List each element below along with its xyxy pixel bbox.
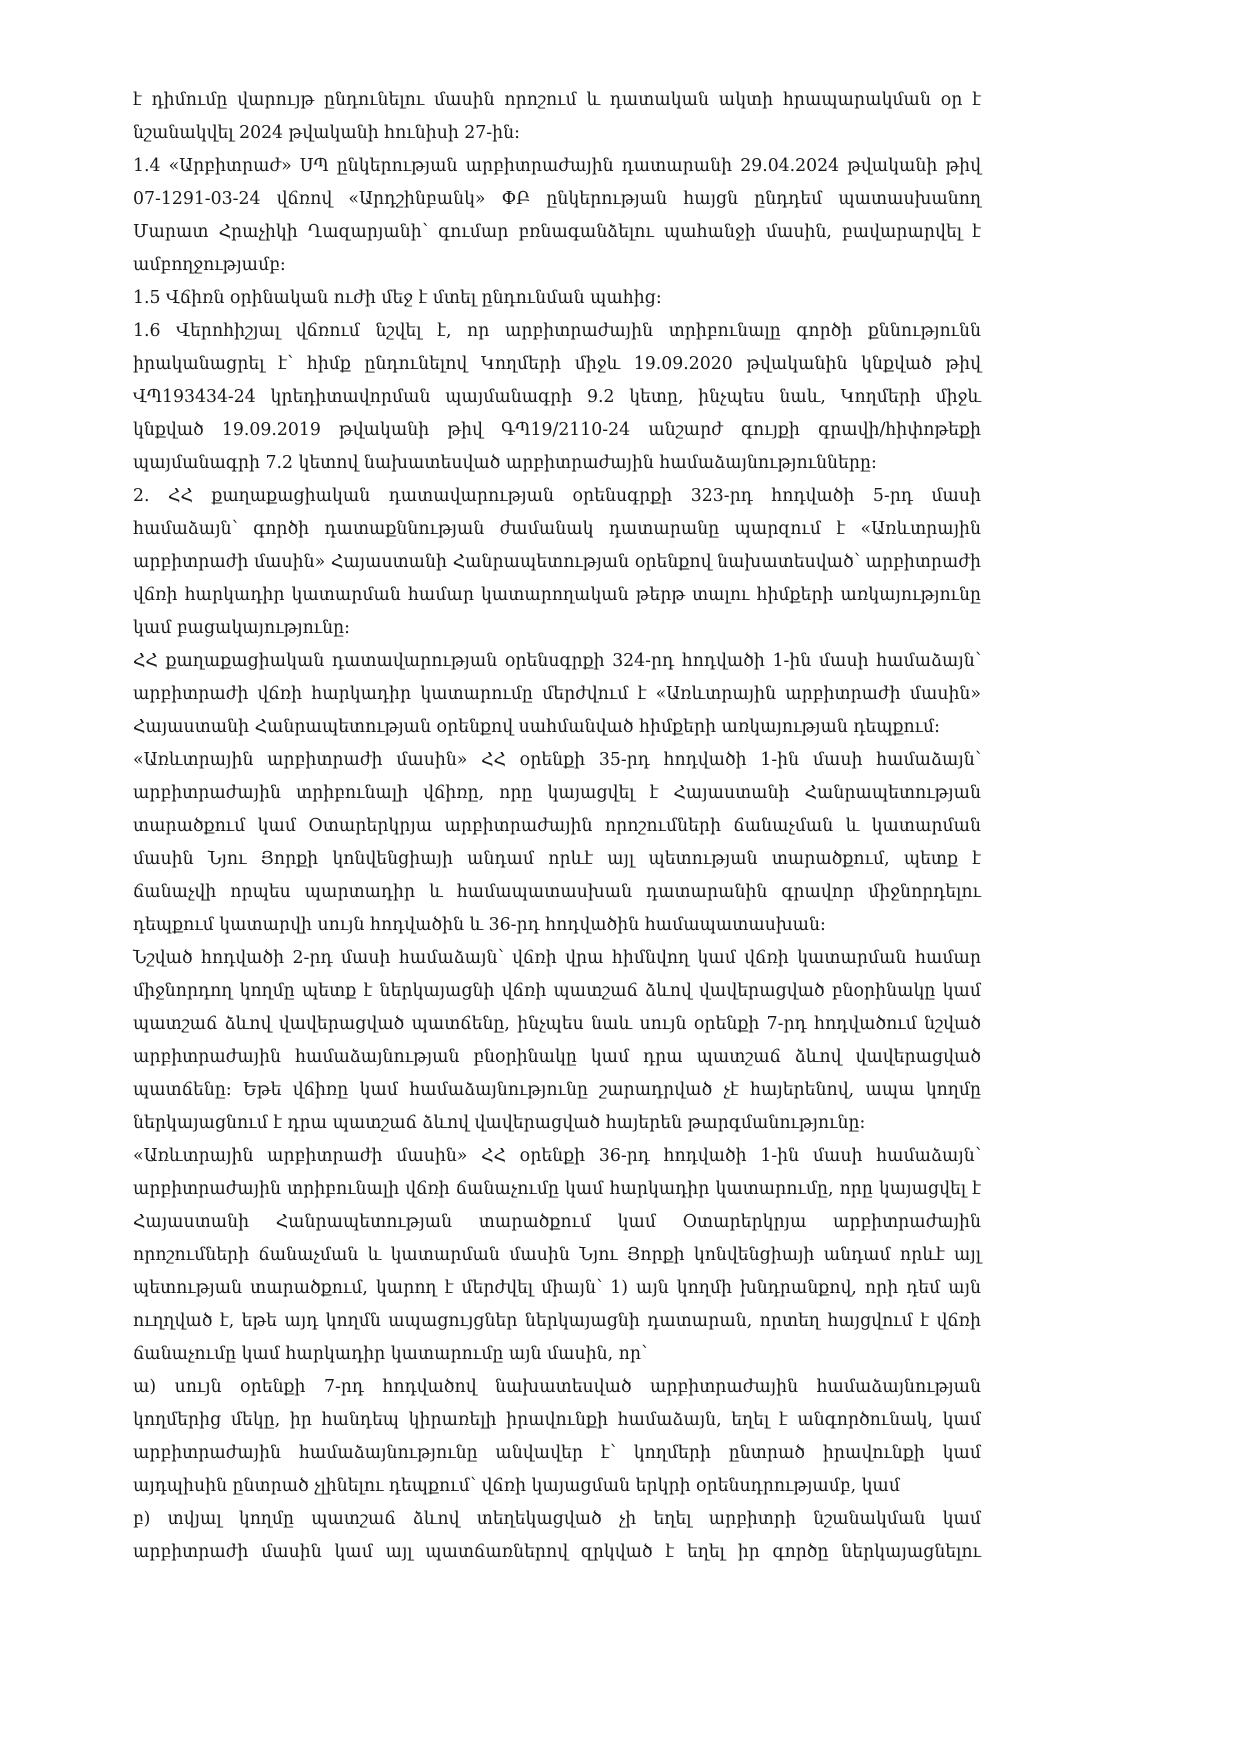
paragraph: «Առևտրային արբիտրաժի մասին» ՀՀ օրենքի 35-րդ հոդվածի 1-ին մասի համաձայն՝ արբիտրաժային տրիբունալի վճիռը, որը կայացվել է Հայաստանի Հանրապետության տարածքում կամ Օտարերկրյա արբիտրաժային որոշումների ճանաչման և կատարման մասին Նյու Յորքի կոնվենցիայի անդամ որևէ այլ պետության տարածքում, պետք է ճանաչվի որպես պարտադիր և համապատասխան դատարանին գրավոր միջնորդելու դեպքում կատարվի սույն հոդվածին և 36-րդ հոդվածին համապատասխան:: [133, 750, 981, 935]
paragraph: ա) սույն օրենքի 7-րդ հոդվածով նախատեսված արբիտրաժային համաձայնության կողմերից մեկը, իր հանդեպ կիրառելի իրավունքի համաձայն, եղել է անգործունակ, կամ արբիտրաժային համաձայնությունը անվավեր է՝ կողմերի ընտրած իրավունքի կամ այդպիսին ընտրած չլինելու դեպքում՝ վճռի կայացման երկրի օրենսդրությամբ, կամ: [133, 1377, 981, 1496]
paragraph: ՀՀ քաղաքացիական դատավարության օրենսգրքի 324-րդ հոդվածի 1-ին մասի համաձայն՝ արբիտրաժի վճռի հարկադիր կատարումը մերժվում է «Առևտրային արբիտրաժի մասին» Հայաստանի Հանրապետության օրենքով սահմանված հիմքերի առկայության դեպքում:: [133, 651, 981, 737]
paragraph: 1.5 Վճիռն օրինական ուժի մեջ է մտել ընդունման պահից:: [133, 288, 662, 308]
paragraph: 1.6 Վերոհիշյալ վճռում նշվել է, որ արբիտրաժային տրիբունալը գործի քննությունն իրականացրել է՝ հիմք ընդունելով Կողմերի միջև 19.09.2020 թվականին կնքված թիվ ՎՊ193434-24 կրեդիտավորման պայմանագրի 9.2 կետը, ինչպես նաև, Կողմերի միջև կնքված 19.09.2019 թվականի թիվ ԳՊ19/2110-24 անշարժ գույքի գրավի/հիփոթեքի պայմանագրի 7.2 կետով նախատեսված արբիտրաժային համաձայնությունները:: [133, 321, 981, 473]
paragraph: 1.4 «Արբիտրաժ» ՍՊ ընկերության արբիտրաժային դատարանի 29.04.2024 թվականի թիվ 07-1291-03-24 վճռով «Արդշինբանկ» ՓԲ ընկերության հայցն ընդդեմ պատասխանող Մարատ Հրաչիկի Ղազարյանի՝ գումար բռնագանձելու պահանջի մասին, բավարարվել է ամբողջությամբ:: [133, 156, 981, 275]
paragraph: բ) տվյալ կողմը պատշաճ ձևով տեղեկացված չի եղել արբիտրի նշանակման կամ արբիտրաժի մասին կամ այլ պատճառներով զրկված է եղել իր գործը ներկայացնելու: [133, 1509, 981, 1562]
document-page: [133, 84, 981, 1569]
paragraph: 2. ՀՀ քաղաքացիական դատավարության օրենսգրքի 323-րդ հոդվածի 5-րդ մասի համաձայն՝ գործի դատաքննության ժամանակ դատարանը պարզում է «Առևտրային արբիտրաժի մասին» Հայաստանի Հանրապետության օրենքով նախատեսված՝ արբիտրաժի վճռի հարկադիր կատարման համար կատարողական թերթ տալու հիմքերի առկայությունը կամ բացակայությունը:: [133, 486, 981, 638]
paragraph: Նշված հոդվածի 2-րդ մասի համաձայն՝ վճռի վրա հիմնվող կամ վճռի կատարման համար միջնորդող կողմը պետք է ներկայացնի վճռի պատշաճ ձևով վավերացված բնօրինակը կամ պատշաճ ձևով վավերացված պատճենը, ինչպես նաև սույն օրենքի 7-րդ հոդվածում նշված արբիտրաժային համաձայնության բնօրինակը կամ դրա պատշաճ ձևով վավերացված պատճենը: Եթե վճիռը կամ համաձայնությունը շարադրված չէ հայերենով, ապա կողմը ներկայացնում է դրա պատշաճ ձևով վավերացված հայերեն թարգմանությունը:: [133, 948, 981, 1133]
paragraph: է դիմումը վարույթ ընդունելու մասին որոշում և դատական ակտի հրապարակման օր է նշանակվել 2024 թվականի հունիսի 27-ին:: [133, 90, 981, 143]
paragraph: «Առևտրային արբիտրաժի մասին» ՀՀ օրենքի 36-րդ հոդվածի 1-ին մասի համաձայն՝ արբիտրաժային տրիբունալի վճռի ճանաչումը կամ հարկադիր կատարումը, որը կայացվել է Հայաստանի Հանրապետության տարածքում կամ Օտարերկրյա արբիտրաժային որոշումների ճանաչման և կատարման մասին Նյու Յորքի կոնվենցիայի անդամ որևէ այլ պետության տարածքում, կարող է մերժվել միայն՝ 1) այն կողմի խնդրանքով, որի դեմ այն ուղղված է, եթե այդ կողմն ապացույցներ ներկայացնի դատարան, որտեղ հայցվում է վճռի ճանաչումը կամ հարկադիր կատարումը այն մասին, որ՝: [133, 1146, 981, 1364]
